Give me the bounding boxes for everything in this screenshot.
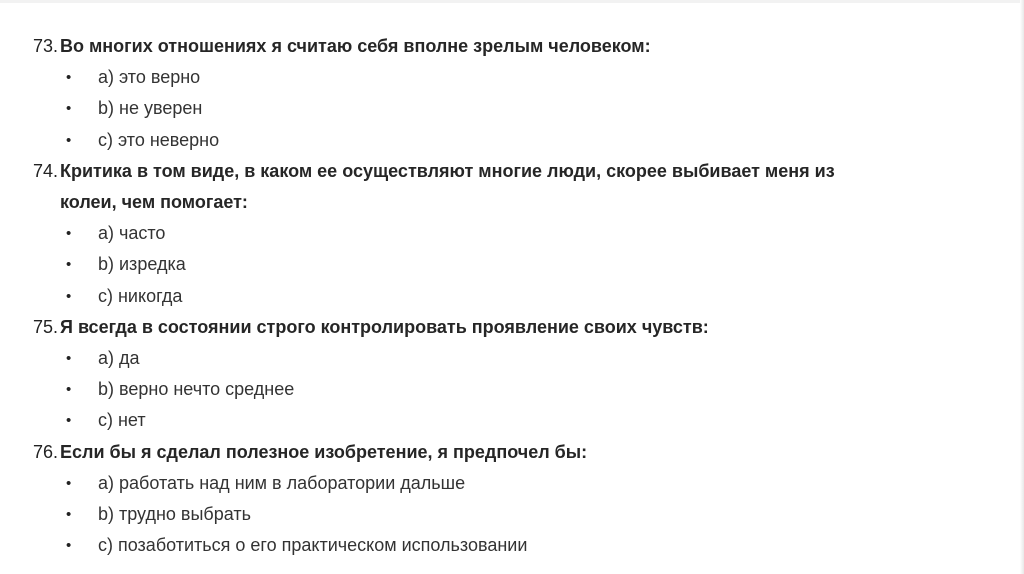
bullet-icon: • [66,131,72,149]
answer-option-a [33,343,993,374]
answer-text: b) не уверен [98,98,203,119]
answer-text: a) работать над ним в лаборатории дальше [98,472,466,493]
question-header [33,31,993,62]
answer-option-c [33,405,993,436]
answer-option-a [33,62,993,93]
bullet-icon: • [66,287,72,305]
answer-text: c) никогда [98,285,183,306]
questionnaire-slide [33,31,993,561]
question-text: Я всегда в состоянии строго контролировать проявление своих чувств: [60,316,709,337]
answer-text: a) часто [98,223,166,244]
bullet-icon: • [66,537,72,555]
answer-text: b) верно нечто среднее [98,379,295,400]
question-text: Во многих отношениях я считаю себя вполне зрелым человеком: [60,36,651,56]
answer-option-b [33,93,993,124]
answer-option-a [33,468,993,499]
answer-text: a) это верно [98,67,201,88]
bullet-icon: • [66,225,72,243]
question-number: 73. [33,36,59,56]
answer-option-c [33,125,993,156]
bullet-icon: • [66,412,72,430]
question-number: 75. [33,316,59,337]
answer-option-b [33,249,993,280]
question-text: Если бы я сделал полезное изобретение, я предпочел бы: [60,441,588,462]
question-header [33,437,993,468]
bullet-icon: • [66,256,72,274]
question-74 [33,156,993,312]
question-text: Критика в том виде, в каком ее осуществляют многие люди, скорее выбивает меня из колеи, чем помогает: [60,160,835,212]
answer-text: c) нет [98,410,146,431]
question-73 [33,31,993,156]
answer-option-b [33,499,993,530]
answer-list [33,343,993,437]
answer-text: b) изредка [98,254,186,275]
answer-list [33,62,993,156]
bullet-icon: • [66,69,72,87]
answer-option-a [33,218,993,249]
answer-option-b [33,374,993,405]
answer-list [33,468,993,562]
bullet-icon: • [66,381,72,399]
answer-text: c) позаботиться о его практическом использовании [98,535,528,556]
slide-top-edge [0,0,1024,3]
answer-text: b) трудно выбрать [98,503,251,524]
answer-text: a) да [98,347,140,368]
bullet-icon: • [66,100,72,118]
question-number: 74. [33,160,59,181]
bullet-icon: • [66,474,72,492]
question-header [33,156,993,218]
answer-option-c [33,530,993,561]
question-75 [33,312,993,437]
bullet-icon: • [66,505,72,523]
answer-text: c) это неверно [98,129,220,150]
slide-right-edge [1020,0,1024,574]
question-76 [33,437,993,562]
answer-option-c [33,281,993,312]
question-number: 76. [33,441,59,462]
question-header [33,312,993,343]
answer-list [33,218,993,312]
bullet-icon: • [66,349,72,367]
